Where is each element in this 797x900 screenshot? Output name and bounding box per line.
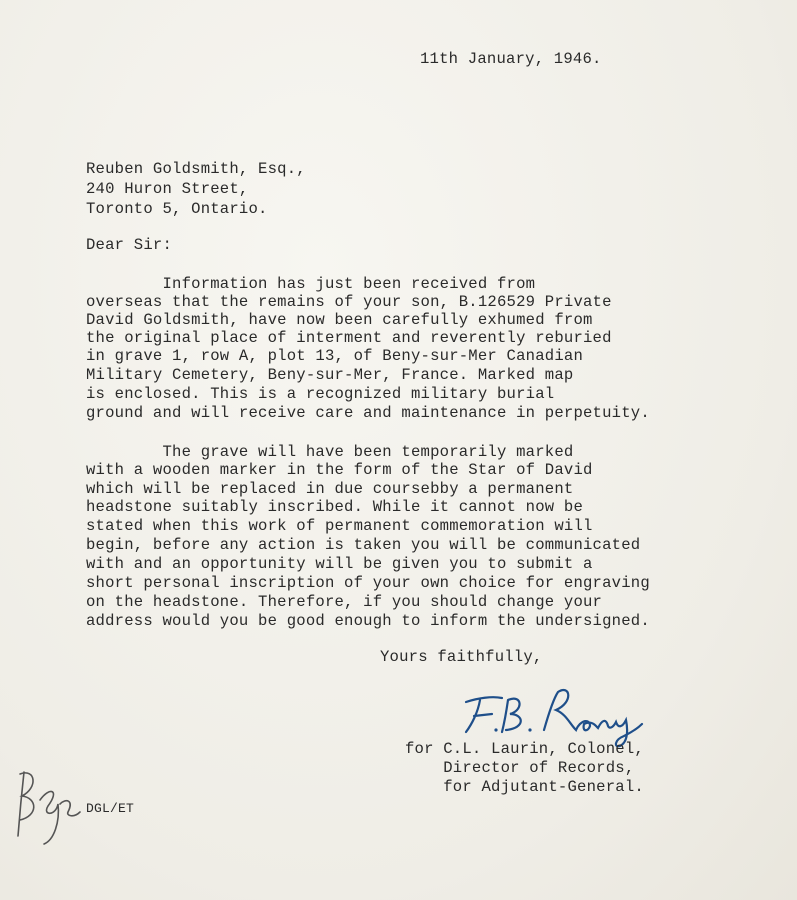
paragraph2-line: on the headstone. Therefore, if you should change your	[86, 593, 603, 611]
signatory-line: for C.L. Laurin, Colonel,	[405, 740, 644, 758]
paragraph1-line: Military Cemetery, Beny-sur-Mer, France. Marked map	[86, 366, 574, 384]
paragraph2-line: begin, before any action is taken you will be communicated	[86, 536, 641, 554]
paragraph2-line: short personal inscription of your own choice for engraving	[86, 574, 650, 592]
recipient-name: Reuben Goldsmith, Esq.,	[86, 160, 306, 178]
letter-date: 11th January, 1946.	[420, 50, 602, 68]
signatory-line: Director of Records,	[405, 759, 635, 777]
salutation: Dear Sir:	[86, 236, 173, 254]
recipient-street: 240 Huron Street,	[86, 180, 249, 198]
paragraph2-line: address would you be good enough to inform the undersigned.	[86, 612, 650, 630]
paragraph1-line: overseas that the remains of your son, B.126529 Private	[86, 293, 612, 311]
signatory-line: for Adjutant-General.	[405, 778, 644, 796]
paragraph2-line: with and an opportunity will be given you to submit a	[86, 555, 593, 573]
paragraph1-line: in grave 1, row A, plot 13, of Beny-sur-Mer Canadian	[86, 347, 584, 365]
paragraph1-line: David Goldsmith, have now been carefully exhumed from	[86, 311, 593, 329]
paragraph1-line: ground and will receive care and maintenance in perpetuity.	[86, 404, 650, 422]
closing: Yours faithfully,	[380, 648, 543, 666]
paragraph2-line: which will be replaced in due coursebby a permanent	[86, 480, 574, 498]
paragraph1-line: Information has just been received from	[86, 275, 536, 293]
recipient-city: Toronto 5, Ontario.	[86, 200, 268, 218]
reference-initials: DGL/ET	[86, 801, 135, 816]
paragraph2-line: with a wooden marker in the form of the Star of David	[86, 461, 593, 479]
paragraph2-line: The grave will have been temporarily marked	[86, 443, 574, 461]
paragraph1-line: is enclosed. This is a recognized military burial	[86, 385, 555, 403]
paragraph2-line: stated when this work of permanent commemoration will	[86, 517, 593, 535]
paragraph2-line: headstone suitably inscribed. While it cannot now be	[86, 498, 584, 516]
paragraph1-line: the original place of interment and reverently reburied	[86, 329, 612, 347]
margin-handwritten-initials	[8, 760, 88, 850]
